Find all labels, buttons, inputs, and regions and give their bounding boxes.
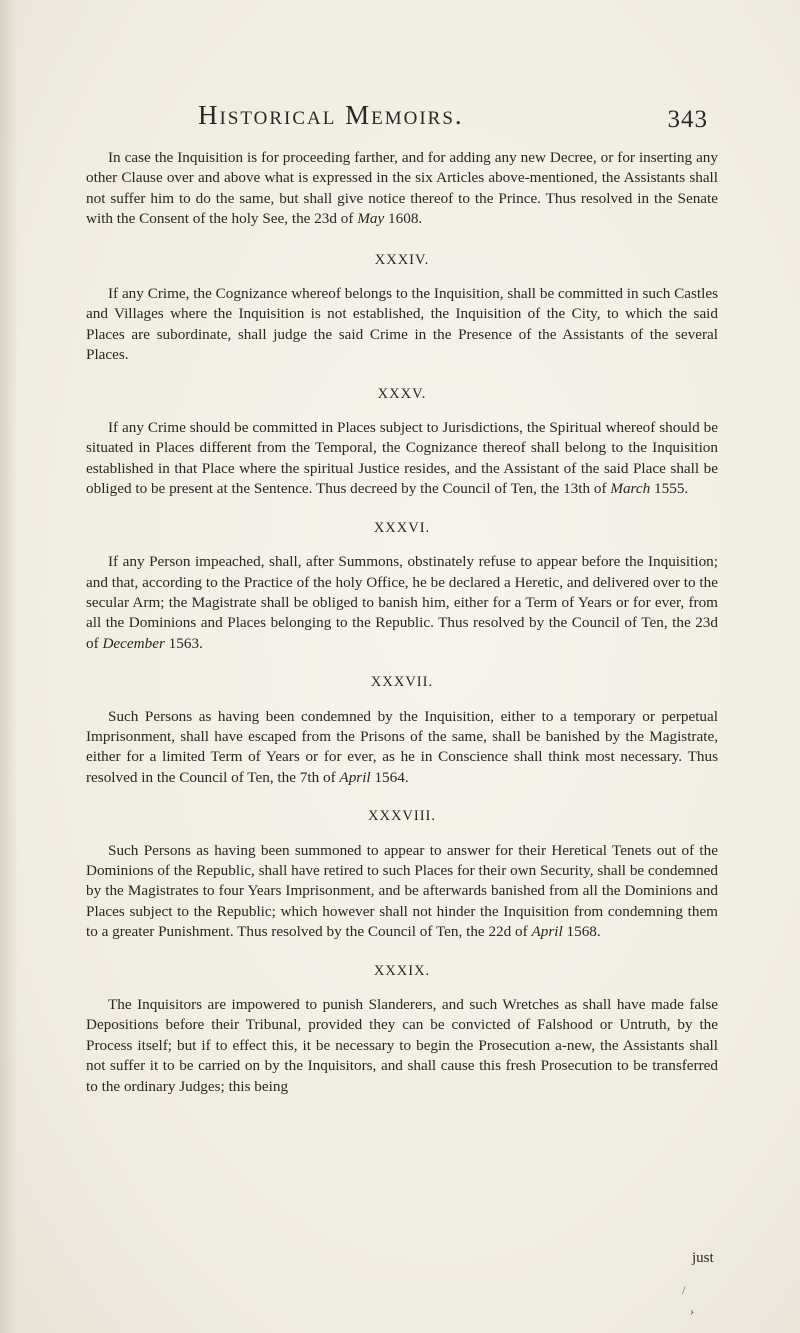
article-paragraph xyxy=(86,552,718,654)
ink-mark: / xyxy=(682,1283,686,1297)
running-title: Historical Memoirs. xyxy=(198,100,464,130)
paragraph-date-year: 1608. xyxy=(384,210,423,228)
paragraph-text: If any Crime should be committed in Places subject to Jurisdictions, the Spiritual whereof should be situated in Places different from the Temporal, the Cognizance thereof shall belong to the Inquisition established in that Place where the spiritual Justice resides, and the Assistant of the said Place shall be obliged to be present at the Sentence. Thus decreed by the Council of Ten, the 13th of xyxy=(86,419,718,498)
article-number: XXXVII. xyxy=(370,674,434,691)
paragraph-text: If any Crime, the Cognizance whereof belongs to the Inquisition, shall be committed in such Castles and Villages where the Inquisition is not established, the Inquisition of the City, to which the said Places are subordinate, shall judge the said Crime in the Presence of the Assistants of the several Places. xyxy=(86,285,718,364)
page-number: 343 xyxy=(667,106,708,133)
italic-month: March xyxy=(610,480,651,498)
page-header xyxy=(80,100,720,142)
article-number: XXXV. xyxy=(377,385,427,402)
paragraph-date-year: 1568. xyxy=(562,923,601,941)
italic-month: April xyxy=(339,768,371,786)
paragraph-text: Such Persons as having been condemned by the Inquisition, either to a temporary or perpetual Imprisonment, shall have escaped from the Prisons of the same, shall be banished by the Magistrate, either for a limited Term of Years or for ever, as he in Conscience shall think most necessary. Thus resolved in the Council of Ten, the 7th of xyxy=(86,707,718,786)
paragraph-text: Such Persons as having been summoned to appear to answer for their Heretical Tenets out of the Dominions of the Republic, shall have retired to such Places for their own Security, shall be condemned by the Magistrates to four Years Imprisonment, and be afterwards banished from all the Dominions and Places subject to the Republic; which however shall not hinder the Inquisition from condemning them to a greater Punishment. Thus resolved by the Council of Ten, the 22d of xyxy=(86,841,718,941)
article-number: XXXVI. xyxy=(373,519,431,536)
italic-month: May xyxy=(357,210,385,228)
italic-month: April xyxy=(531,923,563,941)
article-paragraph xyxy=(86,707,718,789)
paragraph-text: The Inquisitors are impowered to punish Slanderers, and such Wretches as shall have made false Depositions before their Tribunal, provided they can be convicted of Falshood or Untruth, by the Process itself; but if to effect this, it be necessary to begin the Prosecution a-new, the Assistants shall not suffer it to be carried on by the Inquisitors, and shall cause this fresh Prosecution to be transferred to the ordinary Judges; this being xyxy=(86,996,718,1095)
paragraph-text: If any Person impeached, shall, after Summons, obstinately refuse to appear before the Inquisition; and that, according to the Practice of the holy Office, he be declared a Heretic, and delivered over to the secular Arm; the Magistrate shall be obliged to banish him, either for a Term of Years or for ever, from all the Dominions and Places belonging to the Republic. Thus resolved by the Council of Ten, the 23d of xyxy=(86,553,718,652)
article-number: XXXVIII. xyxy=(368,808,436,825)
article-paragraph xyxy=(86,418,718,500)
italic-month: December xyxy=(102,634,165,652)
paragraph-date-year: 1555. xyxy=(650,480,689,498)
paragraph-date-year: 1563. xyxy=(164,634,203,652)
article-paragraph xyxy=(86,995,718,1097)
gutter-shadow xyxy=(0,0,18,1333)
catchword: just xyxy=(692,1250,714,1266)
article-number: XXXIX. xyxy=(373,962,431,979)
ink-mark-dot: › xyxy=(690,1304,694,1318)
paragraph-date-year: 1564. xyxy=(370,768,409,786)
paragraph-text: In case the Inquisition is for proceeding farther, and for adding any new Decree, or for inserting any other Clause over and above what is expressed in the six Articles above-mentioned, the Assistants shall not suffer him to do the same, but shall give notice thereof to the Prince. Thus resolved in the Senate with the Consent of the holy See, the 23d of xyxy=(86,149,718,228)
article-paragraph xyxy=(86,284,718,366)
article-number: XXXIV. xyxy=(374,251,430,268)
article-paragraph xyxy=(86,841,718,943)
body-text xyxy=(86,148,718,1097)
article-paragraph xyxy=(86,148,718,230)
